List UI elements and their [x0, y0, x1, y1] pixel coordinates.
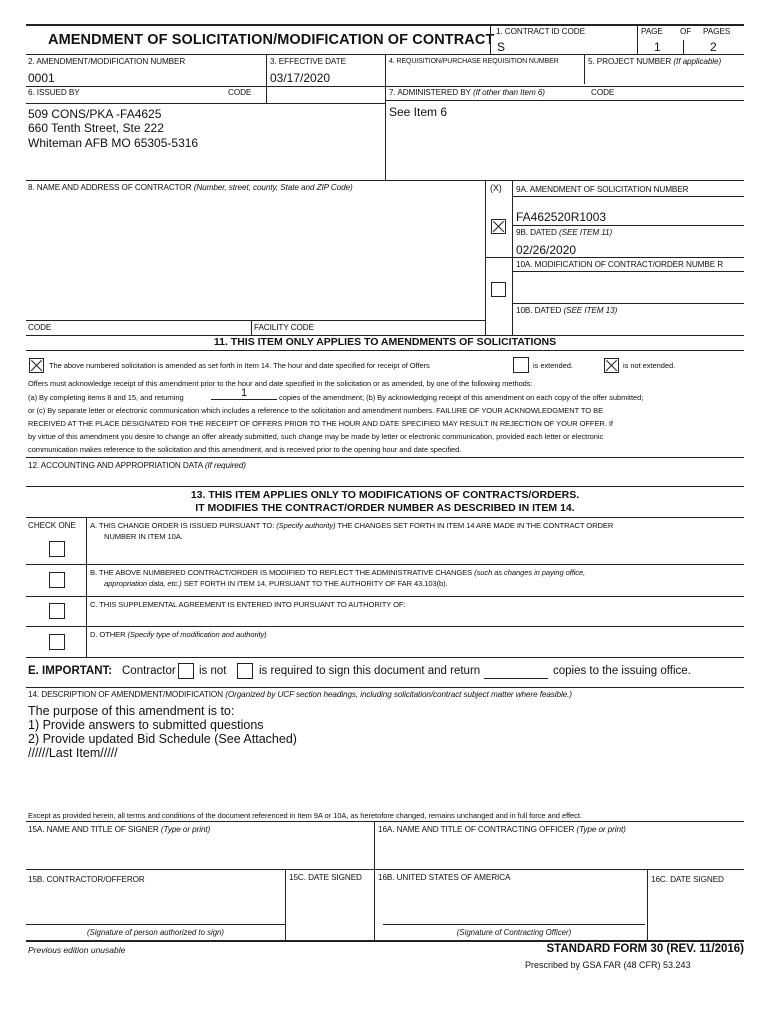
dated-10b-label: 10B. DATED (SEE ITEM 13) [516, 306, 618, 315]
item12-label: 12. ACCOUNTING AND APPROPRIATION DATA (If required) [28, 461, 246, 470]
label-16c: 16C. DATE SIGNED [651, 875, 724, 884]
item13b-line2: appropriation data, etc.) SET FORTH IN ITEM 14, PURSUANT TO THE AUTHORITY OF FAR 43.103(b). [104, 579, 448, 588]
item13d-line: D. OTHER (Specify type of modification and authority) [90, 630, 267, 639]
not-extended-label: is not extended. [623, 361, 676, 370]
divider [251, 320, 252, 335]
checkbox-is-not[interactable] [178, 663, 194, 679]
item11-line1: The above numbered solicitation is amended as set forth in Item 14. The hour and date specified for receipt of Offers [49, 361, 430, 370]
checkbox-amended-checked[interactable] [29, 358, 44, 373]
item11-line3a: (a) By completing items 8 and 15, and returning [28, 393, 184, 402]
dated-9b-label: 9B. DATED (SEE ITEM 11) [516, 228, 613, 237]
rule [26, 486, 744, 487]
previous-edition: Previous edition unusable [28, 945, 126, 955]
divider [285, 869, 286, 940]
item11-line4: or (c) By separate letter or electronic communication which includes a reference to the solicitation and amendment numbers. FAILURE OF YOUR ACKNOWLEDGMENT TO BE [28, 406, 604, 415]
item13b-line1: B. THE ABOVE NUMBERED CONTRACT/ORDER IS MODIFIED TO REFLECT THE ADMINISTRATIVE CHANGES (such as changes in paying office, [90, 568, 586, 577]
checkbox-9a-checked[interactable] [491, 219, 506, 234]
divider [637, 24, 638, 54]
dated-9b-value: 02/26/2020 [516, 243, 577, 257]
checkbox-is-required[interactable] [237, 663, 253, 679]
administered-by-label: 7. ADMINISTERED BY (If other than Item 6) [389, 88, 545, 97]
checkbox-13a[interactable] [49, 541, 65, 557]
modification-number-label: 10A. MODIFICATION OF CONTRACT/ORDER NUMBE R [516, 260, 724, 269]
except-line: Except as provided herein, all terms and conditions of the document referenced in Item 9A or 10A, as heretofore changed, remains unchanged and in full force and effect. [28, 811, 582, 820]
copies-label: copies to the issuing office. [553, 665, 691, 677]
checkbox-13b[interactable] [49, 572, 65, 588]
divider [86, 517, 87, 657]
checkbox-extended[interactable] [513, 357, 529, 373]
administered-by-value: See Item 6 [389, 105, 448, 119]
issued-by-label: 6. ISSUED BY [28, 88, 80, 97]
contract-id-label: 1. CONTRACT ID CODE [496, 27, 585, 36]
label-15a: 15A. NAME AND TITLE OF SIGNER (Type or print) [28, 825, 211, 834]
amend-solicitation-label: 9A. AMENDMENT OF SOLICITATION NUMBER [516, 185, 689, 194]
rule [26, 596, 744, 597]
rule [512, 271, 744, 272]
copies-value: 1 [240, 387, 248, 399]
is-not-label: is not [199, 665, 227, 677]
item14-line4: //////Last Item///// [28, 746, 118, 760]
rule [26, 821, 744, 822]
pages-value: 2 [710, 40, 717, 54]
item14-label: 14. DESCRIPTION OF AMENDMENT/MODIFICATION (Organized by UCF section headings, including solicitation/contract subject matter where feasible.) [28, 690, 572, 699]
amend-number-value: 0001 [28, 71, 55, 85]
item11-heading: 11. THIS ITEM ONLY APPLIES TO AMENDMENTS OF SOLICITATIONS [213, 336, 557, 348]
signature-line-16 [383, 924, 645, 925]
item11-line6: by virtue of this amendment you desire to change an offer already submitted, such change may be made by letter or electronic communication, provided each letter or electronic [28, 432, 604, 441]
issued-line2: 660 Tenth Street, Ste 222 [28, 121, 164, 135]
contract-id-value: S [497, 40, 506, 54]
form-title: AMENDMENT OF SOLICITATION/MODIFICATION OF CONTRACT [48, 32, 495, 48]
rule [512, 196, 744, 197]
item11-line3b: copies of the amendment; (b) By acknowledging receipt of this amendment on each copy of the offer submitted; [279, 393, 644, 402]
x-column-label: (X) [490, 183, 502, 193]
signature-16-caption: (Signature of Contracting Officer) [456, 928, 572, 937]
divider [683, 40, 684, 54]
checkbox-13c[interactable] [49, 603, 65, 619]
effective-date-label: 3. EFFECTIVE DATE [270, 57, 346, 66]
amend-number-label: 2. AMENDMENT/MODIFICATION NUMBER [28, 57, 186, 66]
contractor-label: 8. NAME AND ADDRESS OF CONTRACTOR (Number, street, county, State and ZIP Code) [28, 183, 353, 192]
divider [647, 869, 648, 940]
divider [266, 86, 267, 104]
pages-label: PAGES [703, 27, 731, 36]
item13c-line: C. THIS SUPPLEMENTAL AGREEMENT IS ENTERED INTO PURSUANT TO AUTHORITY OF: [90, 600, 406, 609]
divider [584, 54, 585, 84]
checkbox-13d[interactable] [49, 634, 65, 650]
contractor-code-label: CODE [28, 323, 52, 332]
item14-line1: The purpose of this amendment is to: [28, 704, 235, 718]
item13-heading1: 13. THIS ITEM APPLIES ONLY TO MODIFICATIONS OF CONTRACTS/ORDERS. [190, 489, 580, 501]
requisition-label: 4. REQUISITION/PURCHASE REQUISITION NUMBER [389, 58, 559, 65]
checkbox-10a[interactable] [491, 282, 506, 297]
rule [26, 457, 744, 458]
item13a-line2: NUMBER IN ITEM 10A. [104, 532, 183, 541]
facility-code-label: FACILITY CODE [254, 323, 314, 332]
issued-line3: Whiteman AFB MO 65305-5316 [28, 136, 199, 150]
divider [490, 24, 491, 54]
divider [385, 54, 386, 180]
rule [26, 687, 744, 688]
check-one-label: CHECK ONE [28, 521, 76, 530]
label-16a: 16A. NAME AND TITLE OF CONTRACTING OFFICER (Type or print) [378, 825, 626, 834]
rule [26, 86, 744, 87]
admin-code-label: CODE [591, 88, 615, 97]
checkbox-not-extended-checked[interactable] [604, 358, 619, 373]
rule [512, 303, 744, 304]
item11-line7: communication makes reference to the solicitation and this amendment, and is received prior to the opening hour and date specified. [28, 445, 462, 454]
rule [385, 100, 744, 101]
item13-heading2: IT MODIFIES THE CONTRACT/ORDER NUMBER AS DESCRIBED IN ITEM 14. [195, 502, 575, 514]
page-label: PAGE [641, 27, 663, 36]
rule [485, 257, 744, 258]
label-15c: 15C. DATE SIGNED [289, 873, 362, 882]
rule [512, 225, 744, 226]
signature-15-caption: (Signature of person authorized to sign) [87, 928, 224, 937]
amend-solicitation-value: FA462520R1003 [516, 210, 607, 224]
is-required-label: is required to sign this document and return [259, 665, 481, 677]
extended-label: is extended. [533, 361, 573, 370]
signature-line-15 [26, 924, 285, 925]
rule [26, 320, 485, 321]
issued-line1: 509 CONS/PKA -FA4625 [28, 107, 162, 121]
rule [26, 517, 744, 518]
project-number-label: 5. PROJECT NUMBER (If applicable) [588, 57, 722, 66]
rule [26, 657, 744, 658]
issued-code-label: CODE [228, 88, 252, 97]
page-value: 1 [654, 40, 661, 54]
important-label: E. IMPORTANT: [28, 665, 113, 677]
item14-line3: 2) Provide updated Bid Schedule (See Attached) [28, 732, 297, 746]
prescribed-label: Prescribed by GSA FAR (48 CFR) 53.243 [525, 960, 691, 970]
divider [374, 821, 375, 940]
effective-date-value: 03/17/2020 [270, 71, 331, 85]
item11-line5: RECEIVED AT THE PLACE DESIGNATED FOR THE RECEIPT OF OFFERS PRIOR TO THE HOUR AND DATE SPECIFIED MAY RESULT IN REJECTION OF YOUR OFFER. If [28, 419, 613, 428]
rule [26, 869, 744, 870]
item14-line2: 1) Provide answers to submitted questions [28, 718, 264, 732]
label-15b: 15B. CONTRACTOR/OFFEROR [28, 875, 145, 884]
item13a-line1: A. THIS CHANGE ORDER IS ISSUED PURSUANT TO: (Specify authority) THE CHANGES SET FORTH IN ITEM 14 ARE MADE IN THE CONTRACT ORDER [90, 521, 614, 530]
rule [26, 350, 744, 351]
bottom-border [26, 940, 744, 942]
of-label: OF [680, 27, 692, 36]
label-16b: 16B. UNITED STATES OF AMERICA [378, 873, 511, 882]
contractor-word: Contractor [122, 665, 176, 677]
item11-line2: Offers must acknowledge receipt of this amendment prior to the hour and date specified in the solicitation or as amended, by one of the following methods: [28, 379, 533, 388]
standard-form-label: STANDARD FORM 30 (REV. 11/2016) [546, 943, 744, 955]
copies-return-line [484, 678, 548, 679]
rule [26, 626, 744, 627]
rule [26, 180, 744, 181]
rule [26, 103, 385, 104]
rule [26, 564, 744, 565]
copies-underline [211, 399, 277, 400]
